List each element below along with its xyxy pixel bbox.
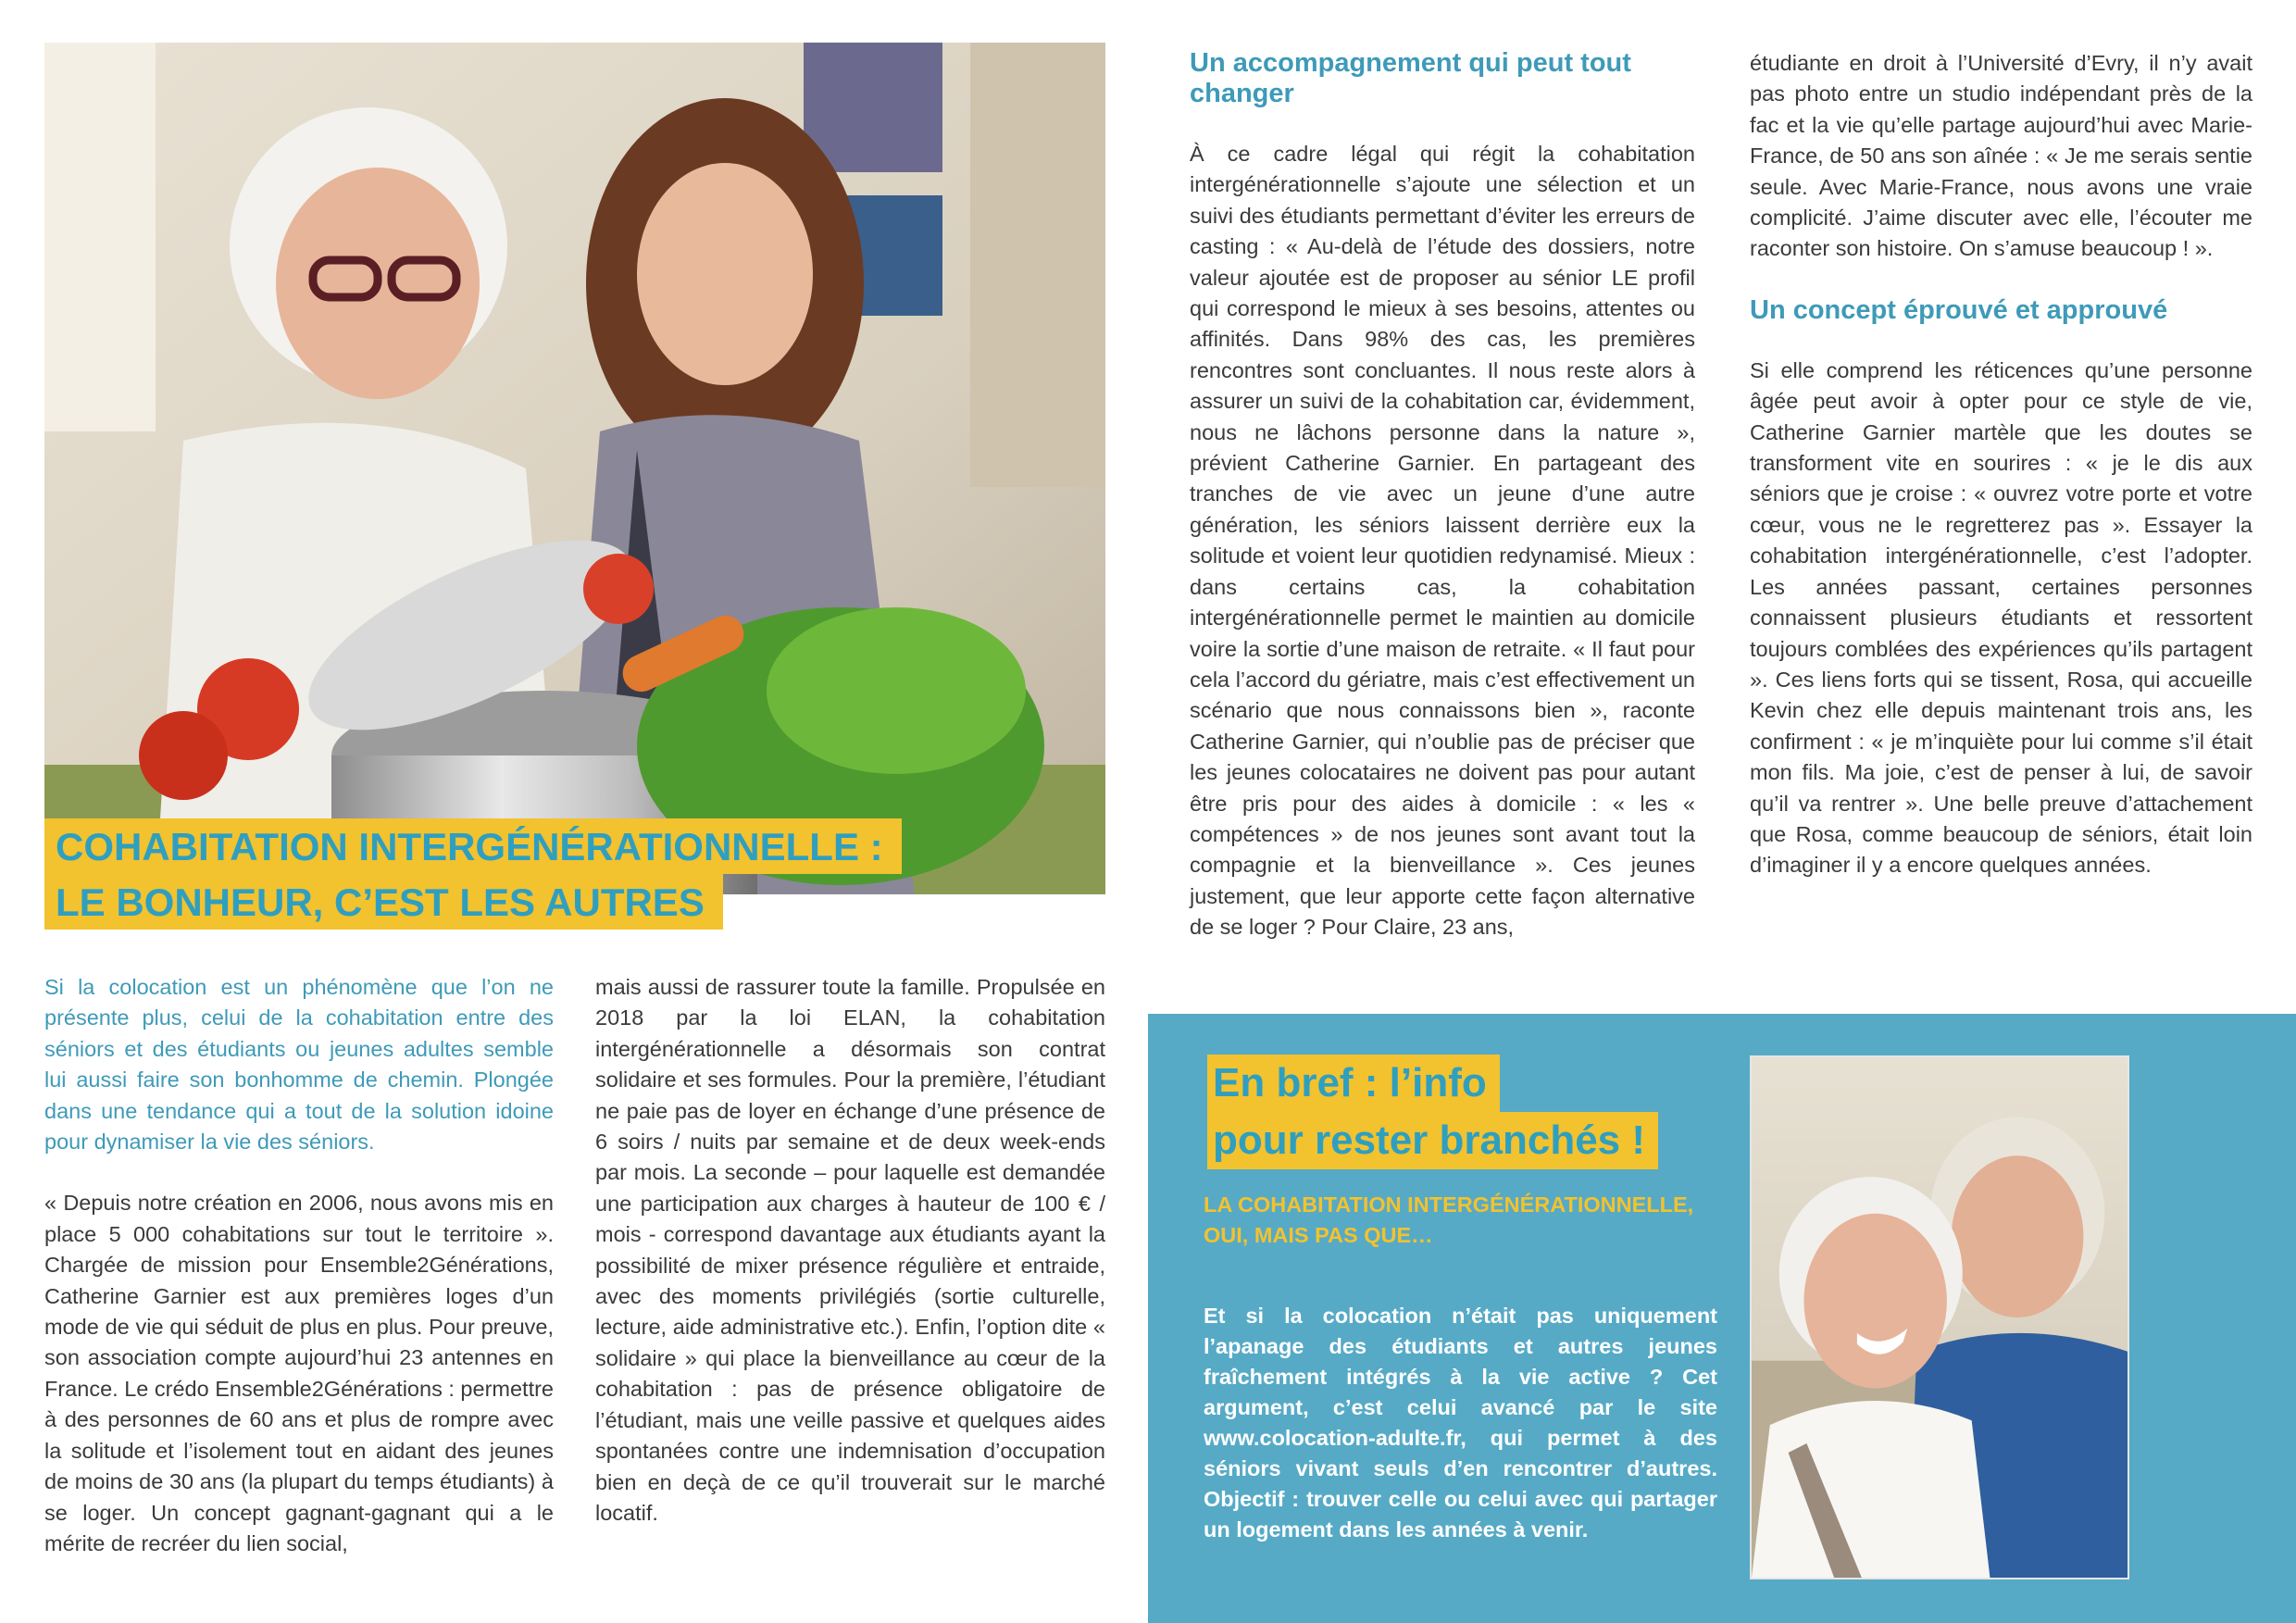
section-heading: Un concept éprouvé et approuvé [1750, 294, 2168, 325]
info-title-line-1: En bref : l’info [1207, 1055, 1500, 1112]
body-paragraph: mais aussi de rassurer toute la famille. Propulsée en 2018 par la loi ELAN, la cohabitation intergénérationnelle a désormais son contrat solidaire et ses formules. Pour la première, l’étudiant ne paie pas de loyer en échange d’une présence de 6 soirs / nuits par semaine et de deux week-ends par mois. La seconde – pour laquelle est demandée une participation aux charges à hauteur de 100 € / mois - correspond davantage aux étudiants ayant la possibilité de mixer présence régulière et entraide, avec des moments privilégiés (sortie culturelle, lecture, aide administrative etc.). Enfin, l’option dite « solidaire » qui place la bienveillance au cœur de la cohabitation : pas de présence obligatoire de l’étudiant, mais une veille passive et quelques aides spontanées contre une indemnisation d’occupation bien en deçà de ce qu’il trouverait sur le marché locatif. [595, 975, 1105, 1525]
info-title-line-2: pour rester branchés ! [1207, 1112, 1658, 1169]
seniors-photo-image [1752, 1057, 2128, 1578]
section-heading: Un accompagnement qui peut tout changer [1190, 48, 1631, 108]
column-4 [1750, 48, 2252, 881]
column-1 [44, 972, 554, 1559]
column-3 [1190, 48, 1695, 943]
kitchen-photo-image [44, 43, 1105, 894]
body-paragraph: étudiante en droit à l’Université d’Evry, il n’y avait pas photo entre un studio indépendant près de la fac et la vie qu’elle partage aujourd’hui avec Marie-France, de 50 ans son aînée : « Je me serais sentie seule. Avec Marie-France, nous avons une vraie complicité. J’aime discuter avec elle, l’écouter me raconter son histoire. On s’amuse beaucoup ! ». [1750, 51, 2252, 261]
body-paragraph: Si elle comprend les réticences qu’une personne âgée peut avoir à opter pour ce style de vie, Catherine Garnier martèle que les doutes se transforment vite en sourires : « je le dis aux séniors que je croise : « ouvrez votre porte et votre cœur, vous ne le regretterez pas ». Essayer la cohabitation intergénérationnelle, c’est l’adopter. Les années passant, certaines personnes connaissent plusieurs étudiants et ressortent toujours comblées des expériences qu’ils partagent ». Ces liens forts qui se tissent, Rosa, qui accueille Kevin chez elle depuis maintenant trois ans, les confirment : « je m’inquiète pour lui comme s’il était mon fils. Ma joie, c’est de penser à lui, de savoir qu’il va rentrer ». Une belle preuve d’attachement que Rosa, comme beaucoup de séniors, était loin d’imaginer il y a encore quelques années. [1750, 357, 2252, 878]
column-2 [595, 972, 1105, 1529]
intro-paragraph: Si la colocation est un phénomène que l’on ne présente plus, celui de la cohabitation entre des séniors et des étudiants ou jeunes adultes semble lui aussi faire son bonhomme de chemin. Plongée dans une tendance qui a tout de la solution idoine pour dynamiser la vie des séniors. [44, 975, 554, 1155]
info-box-title [1207, 1055, 1658, 1169]
body-paragraph: À ce cadre légal qui régit la cohabitation intergénérationnelle s’ajoute une sélection et un suivi des étudiants permettant d’éviter les erreurs de casting : « Au-delà de l’étude des dossiers, notre valeur ajoutée est de proposer au sénior LE profil qui correspond le mieux à ses besoins, attentes ou affinités. Dans 98% des cas, les premières rencontres sont concluantes. Il nous reste alors à assurer un suivi de la cohabitation car, évidemment, nous ne lâchons personne dans la nature », prévient Catherine Garnier. En partageant des tranches de vie avec un jeune d’une autre génération, les séniors laissent derrière eux la solitude et voient leur quotidien redynamisé. Mieux : dans certains cas, la cohabitation intergénérationnelle permet le maintien au domicile voire la sortie d’une maison de retraite. « Il faut pour cela l’accord du gériatre, mais c’est effectivement un scénario que nous connaissons bien », raconte Catherine Garnier, qui n’oublie pas de préciser que les jeunes colocataires ne doivent pas pour autant être pris pour des aides à domicile : « les « compétences » de nos jeunes sont avant tout la compagnie et la bienveillance ». Ces jeunes justement, que leur apporte cette façon alternative de se loger ? Pour Claire, 23 ans, [1190, 142, 1695, 940]
headline-line-1: COHABITATION INTERGÉNÉRATIONNELLE : [44, 818, 902, 874]
body-paragraph: « Depuis notre création en 2006, nous avons mis en place 5 000 cohabitations sur tout le territoire ». Chargée de mission pour Ensemble2Générations, Catherine Garnier est aux premières loges d’un mode de vie qui séduit de plus en plus. Pour preuve, son association compte aujourd’hui 23 antennes en France. Le crédo Ensemble2Générations : permettre à des personnes de 60 ans et plus de rompre avec la solitude et l’isolement tout en aidant des jeunes de moins de 30 ans (la plupart du temps étudiants) à se loger. Un concept gagnant-gagnant qui a le mérite de recréer du lien social, [44, 1191, 554, 1555]
info-box-kicker: LA COHABITATION INTERGÉNÉRATIONNELLE, OUI, MAIS PAS QUE… [1204, 1192, 1694, 1247]
seniors-photo [1750, 1055, 2129, 1579]
kitchen-photo [44, 43, 1105, 894]
article-headline [44, 818, 902, 930]
headline-line-2: LE BONHEUR, C’EST LES AUTRES [44, 874, 723, 930]
info-box-text: Et si la colocation n’était pas uniquement l’apanage des étudiants et autres jeunes fraîchement intégrés à la vie active ? Cet argument, c’est celui avancé par le site www.colocation-adulte.fr, qui permet à des séniors vivant seuls d’en rencontrer d’autres. Objectif : trouver celle ou celui avec qui partager un logement dans les années à venir. [1204, 1304, 1717, 1542]
